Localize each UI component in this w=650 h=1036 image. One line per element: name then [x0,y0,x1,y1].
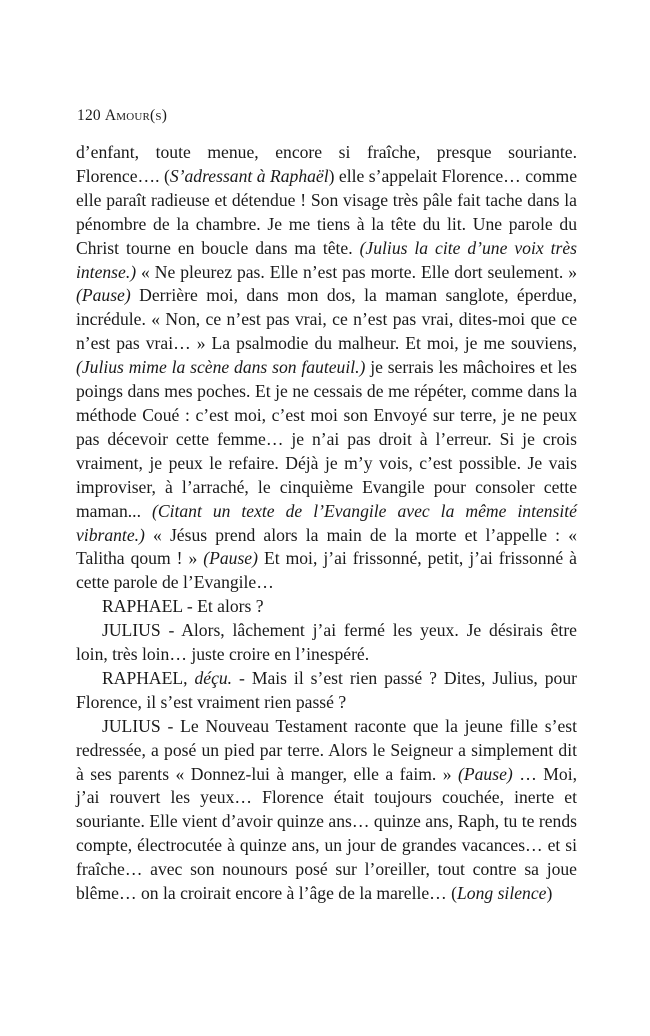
page-number: 120 [77,107,101,124]
stage-direction: (Citant un texte de l’Evangile avec la même intensité vibrante.) [76,500,577,545]
text-segment: RAPHAEL, [102,667,195,688]
page-body [76,141,577,906]
stage-direction: (Julius la cite d’une voix très intense.) [76,237,577,282]
text-segment: « Jésus prend alors la main de la morte et l’appelle : « Talitha qoum ! » [76,524,577,569]
text-segment: - Mais il s’est rien passé ? Dites, Julius, pour Florence, il s’est vraiment rien passé ? [76,667,577,712]
stage-direction: (Pause) [203,548,258,569]
text-segment: Et moi, j’ai frissonné, petit, j’ai frissonné à cette parole de l’Evangile… [76,548,577,593]
paragraph [76,619,577,667]
paragraph [76,595,577,619]
running-header [77,107,167,125]
paragraph [76,715,577,906]
text-segment: … Moi, j’ai rouvert les yeux… Florence était toujours couchée, inerte et souriante. Elle vient d’avoir quinze ans… quinze ans, Raph, tu te rends compte, électrocutée à quinze ans, un jour de grandes vacances… et si fraîche… avec son nounours posé sur l’oreiller, tout contre sa joue blême… on la croirait encore à l’âge de la marelle… ( [76,763,577,904]
stage-direction: Long silence [457,883,547,904]
paragraph [76,141,577,595]
text-segment: ) elle s’appelait Florence… comme elle paraît radieuse et détendue ! Son visage très pâle fait tache dans la pénombre de la chambre. Je me tiens à la tête du lit. Une parole du Christ tourne en boucle dans ma tête. [76,165,577,258]
text-segment: Derrière moi, dans mon dos, la maman sanglote, éperdue, incrédule. « Non, ce n’est pas vrai, ce n’est pas vrai, dites-moi que ce n’est pas vrai… » La psalmodie du malheur. Et moi, je me souviens, [76,285,577,354]
stage-direction: (Julius mime la scène dans son fauteuil.) [76,357,366,378]
text-segment: RAPHAEL - Et alors ? [102,596,264,617]
stage-direction: S’adressant à Raphaël [169,165,329,186]
text-segment: je serrais les mâchoires et les poings dans mes poches. Et je ne cessais de me répéter, comme dans la méthode Coué : c’est moi, c’est moi son Envoyé sur terre, je ne peux pas décevoir cette femme… je n’ai pas droit à l’erreur. Si je crois vraiment, je peux le refaire. Déjà je m’y vois, c’est possible. Je vais improviser, à l’arraché, le cinquième Evangile pour consoler cette maman... [76,357,578,521]
running-title: Amour(s) [104,107,168,124]
stage-direction: (Pause) [76,285,131,306]
text-segment: JULIUS - Alors, lâchement j’ai fermé les yeux. Je désirais être loin, très loin… juste croire en l’inespéré. [76,620,577,665]
text-segment: d’enfant, toute menue, encore si fraîche, presque souriante. Florence…. ( [76,142,577,186]
stage-direction: (Pause) [458,763,513,784]
paragraph [76,667,577,715]
text-segment: JULIUS - Le Nouveau Testament raconte que la jeune fille s’est redressée, a posé un pied par terre. Alors le Seigneur a simplement dit à ses parents « Donnez-lui à manger, elle a faim. » [76,715,577,784]
text-segment: « Ne pleurez pas. Elle n’est pas morte. Elle dort seulement. » [136,261,577,282]
text-segment: ) [546,883,553,904]
stage-direction: déçu. [194,667,233,688]
